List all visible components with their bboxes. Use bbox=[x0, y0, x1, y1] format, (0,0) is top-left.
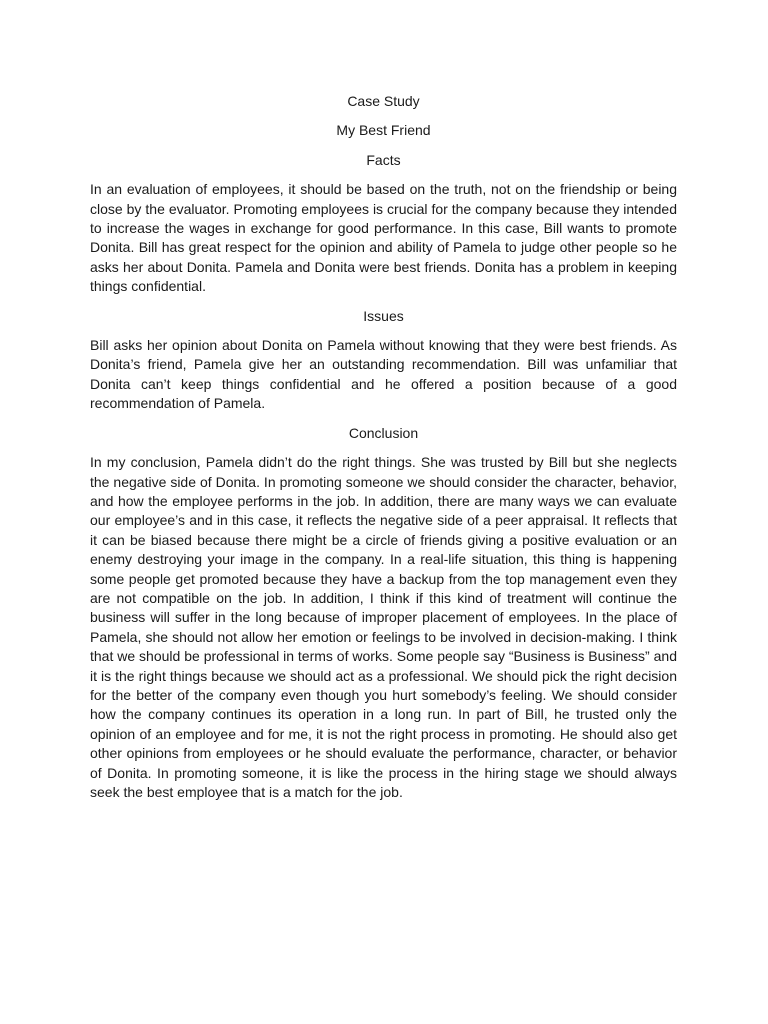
section-body-facts: In an evaluation of employees, it should be based on the truth, not on the friendship or being close by the evaluator. Promoting employees is crucial for the company because they intended to increase the wages in exchange for good performance. In this case, Bill wants to promote Donita. Bill has great respect for the opinion and ability of Pamela to judge other people so he asks her about Donita. Pamela and Donita were best friends. Donita has a problem in keeping things confidential. bbox=[90, 181, 677, 295]
section-heading-conclusion: Conclusion bbox=[348, 424, 419, 441]
section-heading-issues: Issues bbox=[363, 307, 404, 324]
section-body-issues: Bill asks her opinion about Donita on Pamela without knowing that they were best friends. As Donita’s friend, Pamela give her an outstanding recommendation. Bill was unfamiliar that Donita can’t keep things confidential and he offered a position because of a good recommendation of Pamela. bbox=[90, 337, 677, 412]
document-content bbox=[90, 92, 677, 802]
section-heading-facts: Facts bbox=[366, 151, 401, 168]
document-title: Case Study bbox=[347, 93, 420, 109]
document-subtitle: My Best Friend bbox=[336, 122, 431, 139]
section-body-conclusion: In my conclusion, Pamela didn’t do the right things. She was trusted by Bill but she neglects the negative side of Donita. In promoting someone we should consider the character, behavior, and how the employee performs in the job. In addition, there are many ways we can evaluate our employee’s and in this case, it reflects the negative side of a peer appraisal. It reflects that it can be biased because there might be a circle of friends giving a positive evaluation or an enemy destroying your image in the company. In a real-life situation, this thing is happening some people get promoted because they have a backup from the top management even they are not compatible on the job. In addition, I think if this kind of treatment will continue the business will suffer in the long because of improper placement of employees. In the place of Pamela, she should not allow her emotion or feelings to be involved in decision-making. I think that we should be professional in terms of works. Some people say “Business is Business” and it is the right things because we should act as a professional. We should pick the right decision for the better of the company even though you hurt somebody’s feeling. We should consider how the company continues its operation in a long run. In part of Bill, he trusted only the opinion of an employee and for me, it is not the right process in promoting. He should also get other opinions from employees or he should evaluate the performance, character, or behavior of Donita. In promoting someone, it is like the process in the hiring stage we should always seek the best employee that is a match for the job. bbox=[90, 454, 677, 800]
